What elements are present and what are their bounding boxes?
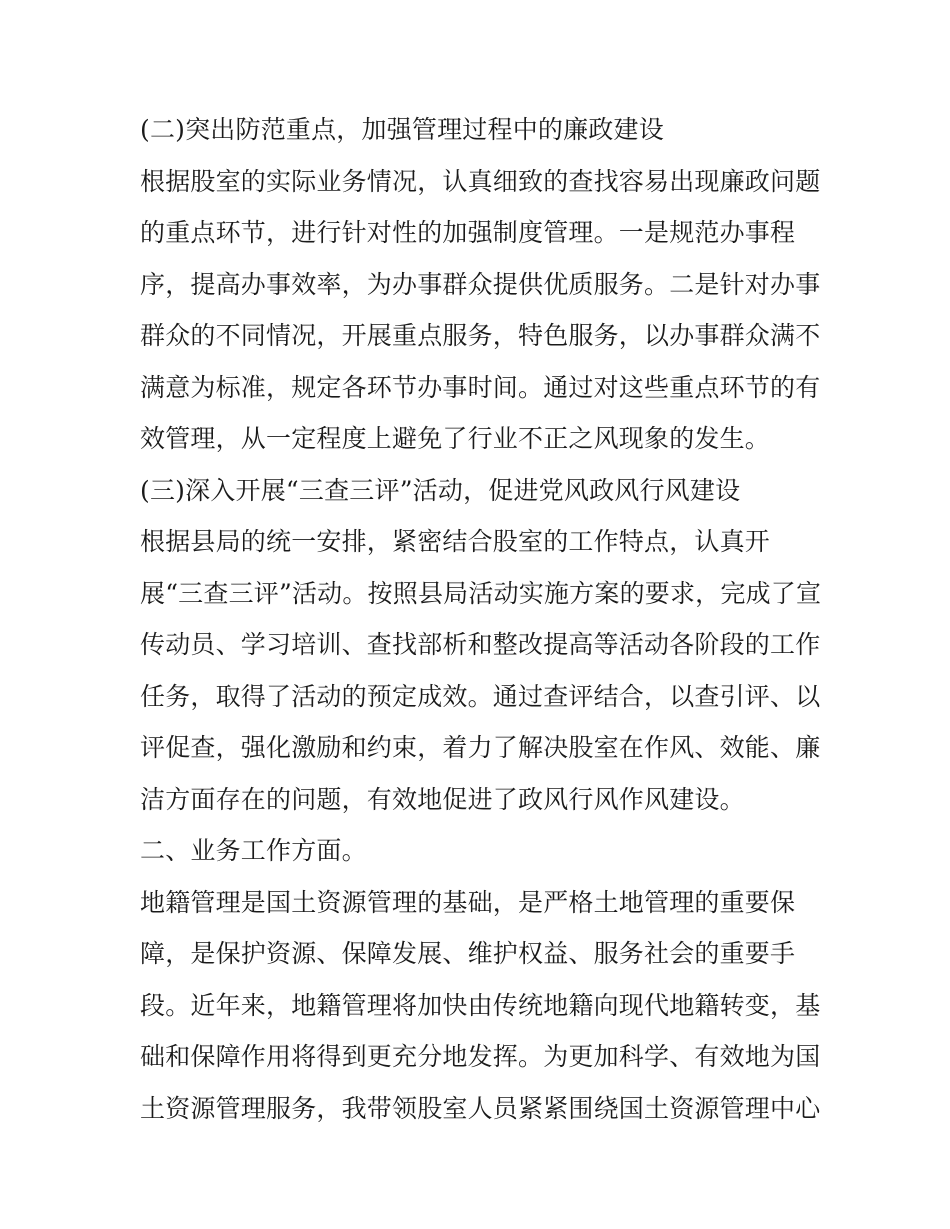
- paragraph-line: 效管理，从一定程度上避免了行业不正之风现象的发生。: [140, 424, 771, 453]
- paragraph-line: 根据县局的统一安排，紧密结合股室的工作特点，认真开: [140, 527, 771, 556]
- paragraph-line: 展“三查三评”活动。按照县局活动实施方案的要求，完成了宣: [140, 578, 822, 608]
- paragraph-line: 序，提高办事效率，为办事群众提供优质服务。二是针对办事: [140, 269, 821, 299]
- paragraph-line: 洁方面存在的问题，有效地促进了政风行风作风建设。: [140, 784, 745, 814]
- paragraph-line: 满意为标准，规定各环节办事时间。通过对这些重点环节的有: [140, 372, 821, 402]
- section-heading-3: (三)深入开展“三查三评”活动，促进党风政风行风建设: [140, 475, 741, 505]
- paragraph-line: 地籍管理是国土资源管理的基础，是严格土地管理的重要保: [140, 887, 796, 917]
- paragraph-line: 的重点环节，进行针对性的加强制度管理。一是规范办事程: [140, 218, 796, 247]
- section-heading-business: 二、业务工作方面。: [140, 836, 367, 865]
- paragraph-line: 根据股室的实际业务情况，认真细致的查找容易出现廉政问题: [140, 166, 821, 196]
- paragraph-line: 评促查，强化激励和约束，着力了解决股室在作风、效能、廉: [140, 733, 821, 762]
- paragraph-line: 障，是保护资源、保障发展、维护权益、服务社会的重要手: [140, 939, 796, 968]
- paragraph-line: 段。近年来，地籍管理将加快由传统地籍向现代地籍转变，基: [140, 990, 821, 1020]
- paragraph-line: 传动员、学习培训、查找部析和整改提高等活动各阶段的工作: [140, 630, 821, 659]
- paragraph-line: 群众的不同情况，开展重点服务，特色服务，以办事群众满不: [140, 321, 821, 350]
- document-body: [140, 104, 830, 1134]
- paragraph-line: 础和保障作用将得到更充分地发挥。为更加科学、有效地为国: [140, 1042, 821, 1071]
- section-heading-2: (二)突出防范重点，加强管理过程中的廉政建设: [140, 115, 664, 144]
- paragraph-line: 任务，取得了活动的预定成效。通过查评结合，以查引评、以: [140, 681, 821, 711]
- paragraph-line: 土资源管理服务，我带领股室人员紧紧围绕国土资源管理中心: [140, 1093, 821, 1123]
